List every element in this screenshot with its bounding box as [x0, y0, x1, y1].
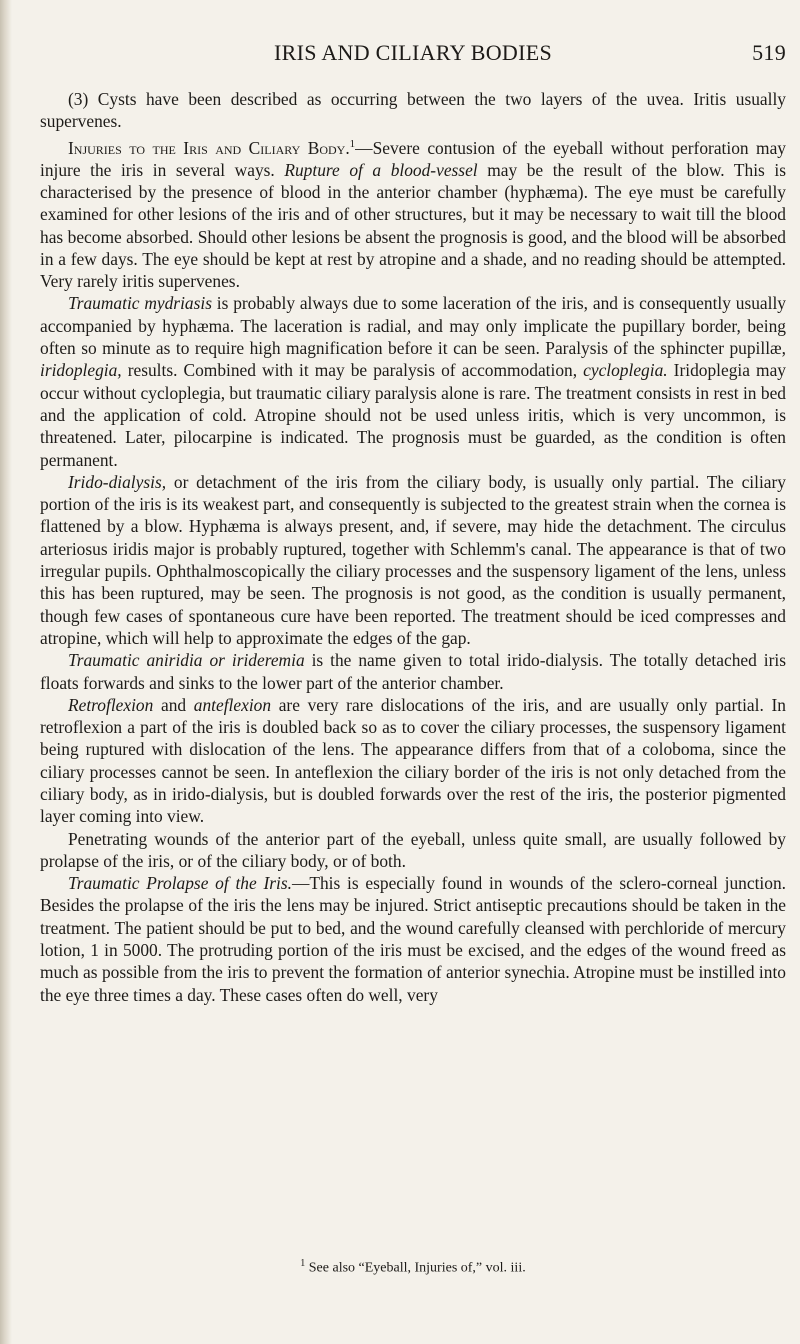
mydriasis-term: Traumatic mydriasis: [68, 293, 212, 314]
paragraph-aniridia: [40, 649, 786, 694]
footnote-marker: 1: [300, 1258, 306, 1269]
mydriasis-text-c: Iridoplegia may occur without cycloplegia, but traumatic ciliary paralysis alone is rare. The treatment consists in rest in bed and the application of cold. Atropine should not be used unless iritis, which is very uncommon, is threatened. Later, pilocarpine is indicated. The prognosis must be guarded, as the condition is often permanent.: [40, 360, 786, 470]
mydriasis-text-b: results. Combined with it may be paralysis of accommodation,: [121, 360, 584, 381]
irido-dialysis-text: or detachment of the iris from the ciliary body, is usually only partial. The ciliary portion of the iris is its weakest part, and consequently is subjected to the greatest strain when the cornea is flattened by a blow. Hyphæma is always present, and, if severe, may hide the detachment. The circulus arteriosus iridis major is probably ruptured, together with Schlemm's canal. The appearance is that of two irregular pupils. Ophthalmoscopically the ciliary processes and the suspensory ligament of the lens, unless this has been ruptured, may be seen. The prognosis is not good, as the condition is usually permanent, though few cases of spontaneous cure have been reported. The treatment should be iced compresses and atropine, which will help to approximate the edges of the gap.: [40, 471, 786, 648]
mydriasis-text-a: is probably always due to some laceration of the iris, and is consequently usually accompanied by hyphæma. The laceration is radial, and may only implicate the pupillary border, being often so minute as to require high magnification before it can be seen. Paralysis of the sphincter pupillæ,: [40, 293, 786, 359]
prolapse-term: Traumatic Prolapse of the Iris.: [68, 873, 292, 894]
cycloplegia-term: cycloplegia.: [583, 360, 668, 381]
anteflexion-term: anteflexion: [193, 694, 272, 715]
injuries-body-text: may be the result of the blow. This is characterised by the presence of blood in the anterior chamber (hyphæma). The eye must be carefully examined for other lesions of the iris and of other structures, but it may be necessary to wait till the blood has become absorbed. Should other lesions be absent the prognosis is good, and the blood will be absorbed in a few days. The eye should be kept at rest by atropine and a shade, and no reading should be attempted. Very rarely iritis supervenes.: [40, 159, 786, 292]
aniridia-term: Traumatic aniridia or irideremia: [68, 650, 305, 671]
paragraph-retroflexion: [40, 694, 786, 828]
paragraph-penetrating: [40, 828, 786, 873]
paragraph-prolapse: [40, 872, 786, 1006]
running-head-title: IRIS AND CILIARY BODIES: [273, 40, 553, 65]
rupture-term: Rupture of a blood-vessel: [284, 159, 478, 180]
paragraph-cysts: [40, 88, 786, 133]
paragraph-injuries: [40, 133, 786, 293]
retroflexion-and: and: [153, 694, 194, 715]
body-text: [40, 88, 786, 1006]
footnote-text: See also “Eyeball, Injuries of,” vol. iii.: [308, 1260, 526, 1276]
book-page: [40, 0, 786, 1344]
paragraph-irido-dialysis: [40, 471, 786, 649]
page-number: 519: [752, 40, 786, 65]
aniridia-text: is the name given to total irido-dialysis. The totally detached iris floats forwards and sinks to the lower part of the anterior chamber.: [40, 650, 786, 693]
injuries-lead-text: —Severe contusion of the eyeball without perforation may injure the iris in several ways.: [40, 137, 786, 180]
prolapse-text: —This is especially found in wounds of the sclero-corneal junction. Besides the prolapse of the iris the lens may be injured. Strict antiseptic precautions should be taken in the treatment. The patient should be put to bed, and the wound carefully cleansed with perchloride of mercury lotion, 1 in 5000. The protruding portion of the iris must be excised, and the edges of the wound freed as much as possible from the iris to prevent the formation of anterior synechia. Atropine must be instilled into the eye three times a day. These cases often do well, very: [40, 873, 786, 1005]
footnote: [40, 1258, 786, 1277]
retroflexion-text: are very rare dislocations of the iris, and are usually only partial. In retroflexion a part of the iris is doubled back so as to cover the ciliary processes, the suspensory ligament being ruptured with dislocation of the lens. The appearance differs from that of a coloboma, since the ciliary processes cannot be seen. In anteflexion the ciliary border of the iris is not only detached from the ciliary body, as in irido-dialysis, but is doubled forwards over the rest of the iris, the posterior pigmented layer coming into view.: [40, 694, 786, 827]
running-head: [40, 40, 786, 70]
paragraph-mydriasis: [40, 292, 786, 470]
page-binding-edge: [0, 0, 12, 1344]
iridoplegia-term: iridoplegia,: [40, 360, 122, 381]
retroflexion-term: Retroflexion: [68, 694, 154, 715]
penetrating-text: Penetrating wounds of the anterior part of the eyeball, unless quite small, are usually followed by prolapse of the iris, or of the ciliary body, or of both.: [40, 828, 786, 871]
section-heading: Injuries to the Iris and Ciliary Body.: [68, 137, 350, 158]
paragraph-cysts-text: (3) Cysts have been described as occurring between the two layers of the uvea. Iritis usually supervenes.: [40, 89, 786, 132]
irido-dialysis-term: Irido-dialysis,: [68, 471, 167, 492]
footnote-ref: 1: [349, 137, 356, 150]
